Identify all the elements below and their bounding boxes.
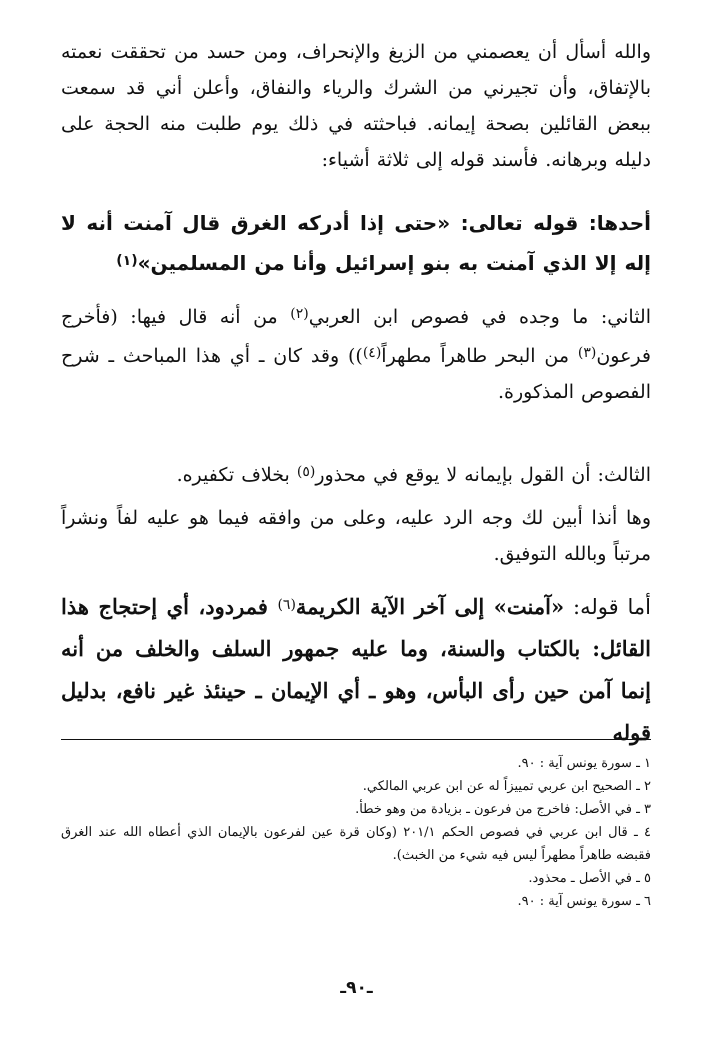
paragraph-intro: والله أسأل أن يعصمني من الزيغ والإنحراف، ومن حسد من تحققت نعمته بالإتفاق، وأن تجيرني من الشرك والرياء والنفاق، وأعلن أني قد سمعت ببعض القائلين بصحة إيمانه. فباحثته في ذلك يوم طلبت منه الحجة على دليله وبرهانه. فأسند قوله إلى ثلاثة أشياء: bbox=[61, 41, 651, 171]
footnote-ref-4: (٤) bbox=[362, 345, 382, 361]
rebuttal-lead: أما قوله: bbox=[564, 595, 652, 619]
footnote-ref-1: (١) bbox=[116, 253, 138, 269]
footnote-item: ٢ ـ الصحيح ابن عربي تمييزاً له عن ابن عربي المالكي. bbox=[362, 779, 651, 794]
footnote-ref-6: (٦) bbox=[277, 597, 296, 613]
footnote-item: ١ ـ سورة يونس آية : ٩٠. bbox=[517, 756, 651, 771]
second-argument-part-c: من البحر طاهراً مطهراً bbox=[381, 345, 578, 367]
rebuttal-quote: «آمنت» إلى آخر الآية الكريمة bbox=[295, 594, 565, 619]
footnote-item: ٦ ـ سورة يونس آية : ٩٠. bbox=[517, 894, 651, 909]
second-argument-part-a: الثاني: ما وجده في فصوص ابن العربي bbox=[308, 306, 652, 328]
second-argument-part-d: )) وقد كان ـ أي هذا المباحث ـ شرح الفصوص المذكورة. bbox=[61, 345, 651, 403]
third-argument-part-a: الثالث: أن القول بإيمانه لا يوقع في محذور bbox=[315, 464, 651, 486]
third-argument-part-b: بخلاف تكفيره. bbox=[176, 464, 297, 486]
footnote-ref-5: (٥) bbox=[296, 464, 316, 480]
footnote-item: ٥ ـ في الأصل ـ محذود. bbox=[528, 871, 651, 886]
page-number: ـ٩٠ـ bbox=[340, 978, 373, 998]
footnotes-list bbox=[61, 752, 651, 913]
paragraph-third-argument bbox=[61, 454, 651, 493]
footnote-ref-2: (٢) bbox=[290, 306, 309, 322]
first-argument-lead: أحدها: قوله تعالى: bbox=[450, 211, 651, 235]
paragraph-second-argument bbox=[61, 296, 651, 410]
paragraph-rebuttal-intro: وها أنذا أبين لك وجه الرد عليه، وعلى من وافقه فيما هو عليه لفاً ونشراً مرتباً وبالله التوفيق. bbox=[61, 507, 651, 565]
footnote-item: ٤ ـ قال ابن عربي في فصوص الحكم ٢٠١/١ (وكان قرة عين لفرعون بالإيمان الذي أعطاه الله عند الغرق فقبضه طاهراً مطهراً ليس فيه شيء من الخبث). bbox=[61, 825, 652, 863]
rebuttal-rest: فمردود، أي إحتجاج هذا القائل: بالكتاب والسنة، وما عليه جمهور السلف والخلف من أنه إنما آمن حين رأى البأس، وهو ـ أي الإيمان ـ حينئذ غير نافع، بدليل قوله bbox=[61, 594, 651, 745]
footnote-separator bbox=[61, 739, 651, 740]
paragraph-first-argument bbox=[61, 204, 651, 282]
second-argument-part-b: من أنه قال فيها: (فأخرج فرعون bbox=[61, 306, 651, 367]
first-argument-quran-quote: «حتى إذا أدركه الغرق قال آمنت أنه لا إله إلا الذي آمنت به بنو إسرائيل وأنا من المسلمين» bbox=[61, 211, 651, 275]
footnote-ref-3: (٣) bbox=[577, 345, 597, 361]
paragraph-rebuttal bbox=[61, 585, 651, 754]
footnote-item: ٣ ـ في الأصل: فاخرج من فرعون ـ بزيادة من وهو خطأ. bbox=[355, 802, 651, 817]
